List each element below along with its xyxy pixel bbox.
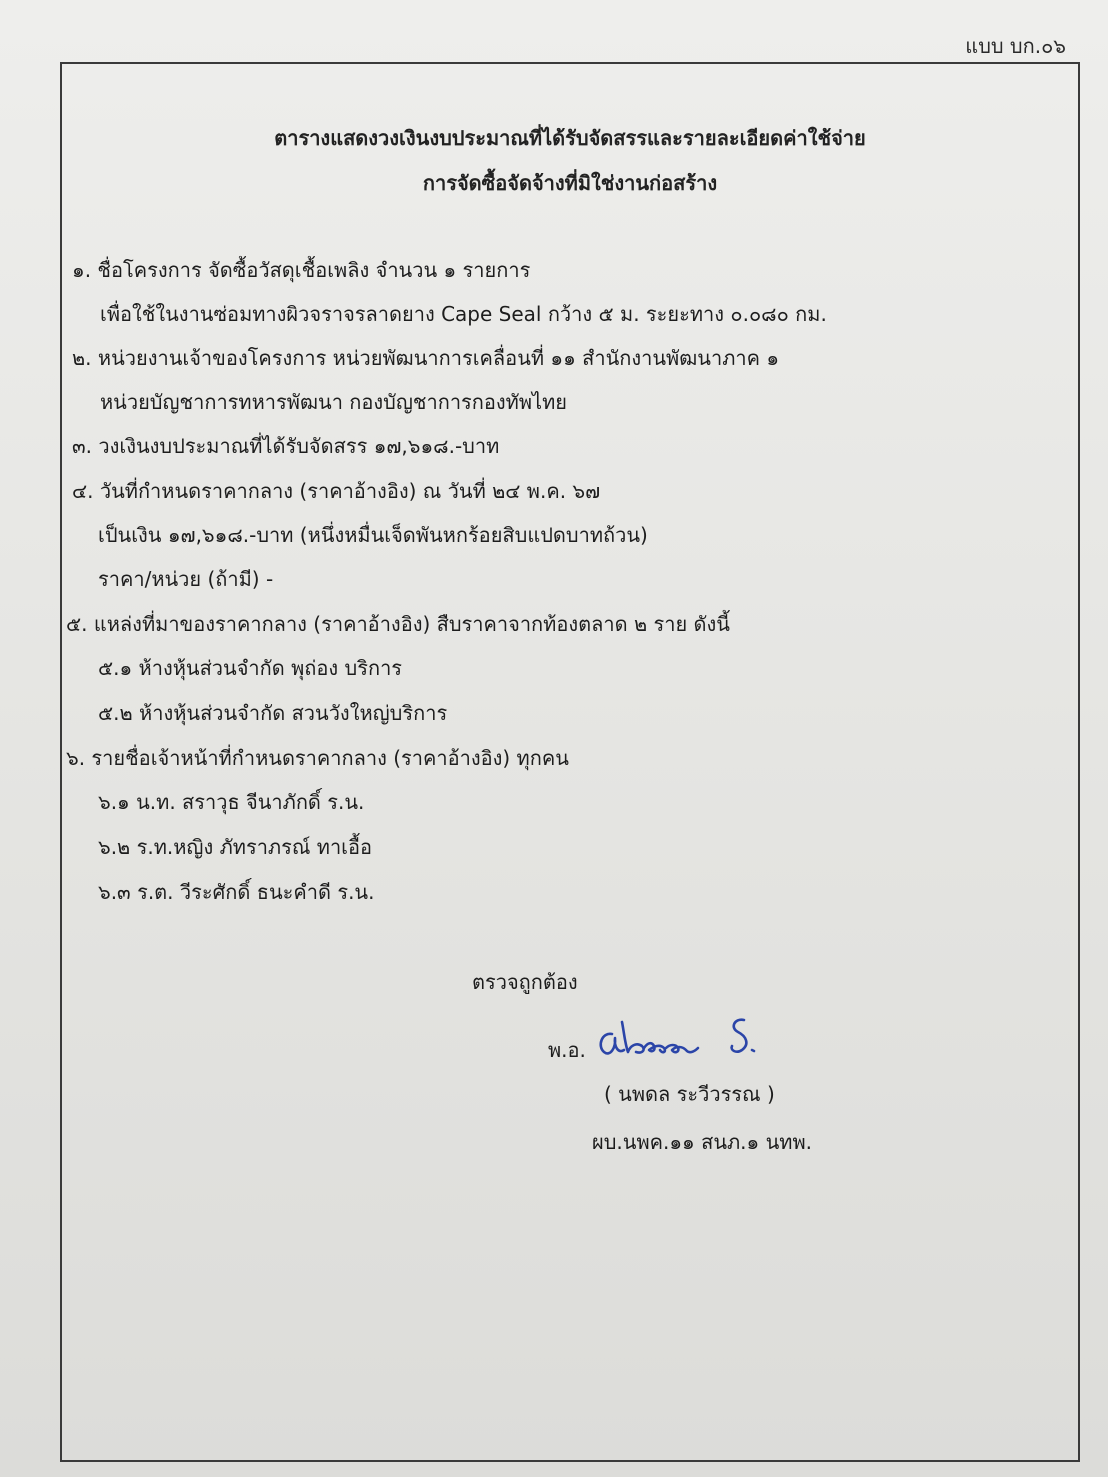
item-6-officer-3: ๖.๓ ร.ต. วีระศักดิ์ ธนะคำดี ร.น. [98, 880, 375, 904]
item-3-budget: ๓. วงเงินงบประมาณที่ได้รับจัดสรร ๑๗,๖๑๘.-บาท [72, 434, 500, 458]
item-6-officer-2: ๖.๒ ร.ท.หญิง ภัทราภรณ์ ทาเอื้อ [98, 835, 373, 859]
certification-label: ตรวจถูกต้อง [472, 970, 578, 994]
signer-name: ( นพดล ระวีวรรณ ) [604, 1082, 775, 1106]
signer-rank: พ.อ. [548, 1038, 586, 1062]
document-subtitle: การจัดซื้อจัดจ้างที่มิใช่งานก่อสร้าง [422, 171, 718, 195]
item-1-project-name: ๑. ชื่อโครงการ จัดซื้อวัสดุเชื้อเพลิง จำนวน ๑ รายการ [72, 258, 531, 282]
item-5-source-1: ๕.๑ ห้างหุ้นส่วนจำกัด พุถ่อง บริการ [98, 656, 403, 680]
item-4-unit-price: ราคา/หน่วย (ถ้ามี) - [98, 567, 274, 591]
item-2-owner-unit-cont: หน่วยบัญชาการทหารพัฒนา กองบัญชาการกองทัพไทย [100, 390, 568, 414]
item-2-owner-unit: ๒. หน่วยงานเจ้าของโครงการ หน่วยพัฒนาการเคลื่อนที่ ๑๑ สำนักงานพัฒนาภาค ๑ [72, 346, 780, 370]
item-1-project-purpose: เพื่อใช้ในงานซ่อมทางผิวจราจรลาดยาง Cape Seal กว้าง ๕ ม. ระยะทาง ๐.๐๘๐ กม. [100, 302, 827, 326]
item-5-price-source: ๕. แหล่งที่มาของราคากลาง (ราคาอ้างอิง) สืบราคาจากท้องตลาด ๒ ราย ดังนี้ [66, 612, 730, 636]
form-code: แบบ บก.๐๖ [965, 34, 1066, 58]
signature-block [548, 1012, 808, 1072]
handwritten-signature [594, 1012, 774, 1068]
item-6-officers: ๖. รายชื่อเจ้าหน้าที่กำหนดราคากลาง (ราคาอ้างอิง) ทุกคน [66, 746, 569, 770]
document-title: ตารางแสดงวงเงินงบประมาณที่ได้รับจัดสรรและรายละเอียดค่าใช้จ่าย [274, 126, 866, 150]
item-6-officer-1: ๖.๑ น.ท. สราวุธ จีนาภักดิ์ ร.น. [98, 790, 365, 814]
item-5-source-2: ๕.๒ ห้างหุ้นส่วนจำกัด สวนวังใหญ่บริการ [98, 701, 448, 725]
item-4-reference-date: ๔. วันที่กำหนดราคากลาง (ราคาอ้างอิง) ณ วันที่ ๒๔ พ.ค. ๖๗ [72, 479, 601, 503]
item-4-amount: เป็นเงิน ๑๗,๖๑๘.-บาท (หนึ่งหมื่นเจ็ดพันหกร้อยสิบแปดบาทถ้วน) [98, 523, 648, 547]
signer-position: ผบ.นพค.๑๑ สนภ.๑ นทพ. [592, 1130, 812, 1154]
